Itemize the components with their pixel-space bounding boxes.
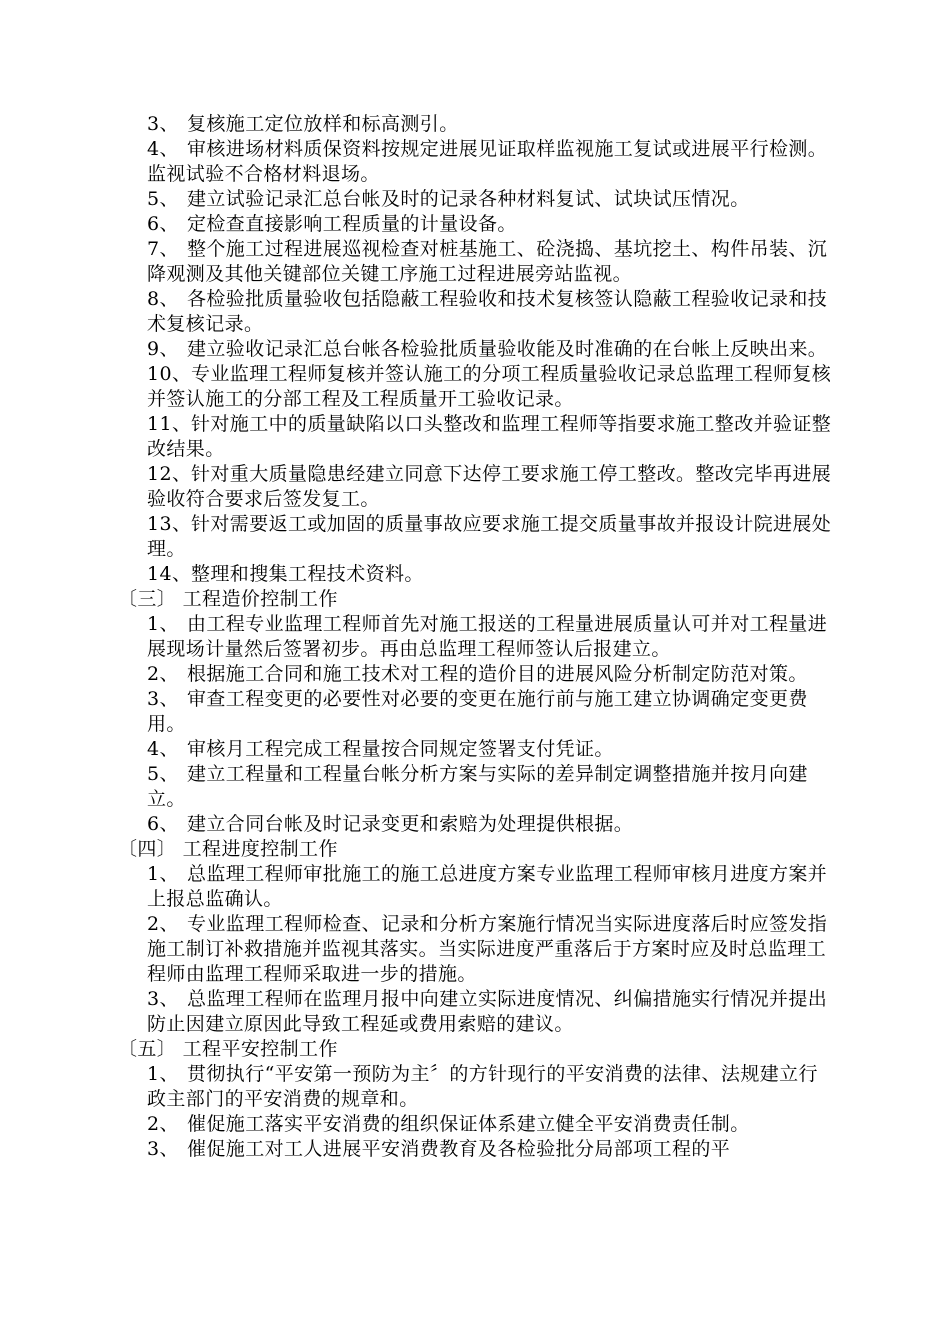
list-item-number: 5、 [147, 763, 179, 785]
list-item [147, 337, 837, 362]
list-item-text: 审核进场材料质保资料按规定进展见证取样监视施工复试或进展平行检测。监视试验不合格材料退场。 [147, 138, 828, 185]
list-item [147, 1112, 837, 1137]
list-item-number: 11、 [147, 413, 192, 435]
list-item [147, 612, 837, 662]
list-item-text: 整个施工过程进展巡视检查对桩基施工、砼浇捣、基坑挖土、构件吊装、沉降观测及其他关键部位关键工序施工过程进展旁站监视。 [147, 238, 828, 285]
list-item-text: 专业监理工程师检查、记录和分析方案施行情况当实际进度落后时应签发指施工制订补救措施并监视其落实。当实际进度严重落后于方案时应及时总监理工程师由监理工程师采取进一步的措施。 [147, 913, 828, 985]
list-item-text: 建立试验记录汇总台帐及时的记录各种材料复试、试块试压情况。 [187, 188, 750, 210]
list-item-number: 2、 [147, 1113, 179, 1135]
list-item-number: 7、 [147, 238, 179, 260]
list-item-text: 总监理工程师审批施工的施工总进度方案专业监理工程师审核月进度方案并上报总监确认。 [147, 863, 828, 910]
list-item-number: 2、 [147, 913, 179, 935]
list-item [147, 137, 837, 187]
list-item-text: 针对重大质量隐患经建立同意下达停工要求施工停工整改。整改完毕再进展验收符合要求后签发复工。 [147, 463, 832, 510]
section-heading: 〔四〕 工程进度控制工作 [118, 838, 338, 860]
list-item [147, 812, 837, 837]
list-item [147, 362, 837, 412]
list-item-number: 8、 [147, 288, 179, 310]
list-item-text: 复核施工定位放样和标高测引。 [187, 113, 459, 135]
list-item-number: 6、 [147, 213, 179, 235]
list-item [147, 287, 837, 337]
list-item-number: 10、 [147, 363, 192, 385]
list-item-number: 3、 [147, 988, 179, 1010]
list-item [147, 562, 837, 587]
list-item-text: 总监理工程师在监理月报中向建立实际进度情况、纠偏措施实行情况并提出防止因建立原因此导致工程延或费用索赔的建议。 [147, 988, 828, 1035]
list-item-number: 14、 [147, 563, 192, 585]
section-heading: 〔五〕 工程平安控制工作 [118, 1038, 338, 1060]
list-item [147, 212, 837, 237]
list-item-text: 建立工程量和工程量台帐分析方案与实际的差异制定调整措施并按月向建立。 [147, 763, 808, 810]
list-item [147, 462, 837, 512]
list-item-number: 9、 [147, 338, 179, 360]
list-item-text: 专业监理工程师复核并签认施工的分项工程质量验收记录总监理工程师复核并签认施工的分部工程及工程质量开工验收记录。 [147, 363, 832, 410]
list-item [147, 187, 837, 212]
list-item-text: 各检验批质量验收包括隐蔽工程验收和技术复核签认隐蔽工程验收记录和技术复核记录。 [147, 288, 828, 335]
list-item-text: 贯彻执行“平安第一预防为主〞的方针现行的平安消费的法律、法规建立行政主部门的平安消费的规章和。 [147, 1063, 818, 1110]
list-item-number: 3、 [147, 1138, 179, 1160]
document-page [0, 112, 950, 1162]
list-item [147, 512, 837, 562]
list-item [147, 662, 837, 687]
list-item-number: 4、 [147, 738, 179, 760]
list-item [147, 237, 837, 287]
list-item-text: 审查工程变更的必要性对必要的变更在施行前与施工建立协调确定变更费用。 [147, 688, 808, 735]
list-item-number: 5、 [147, 188, 179, 210]
list-item-number: 1、 [147, 863, 179, 885]
list-item-number: 1、 [147, 613, 179, 635]
list-item [147, 687, 837, 737]
list-item [147, 912, 837, 987]
list-item [147, 112, 837, 137]
list-item-text: 整理和搜集工程技术资料。 [191, 563, 424, 585]
list-item-number: 4、 [147, 138, 179, 160]
list-item [147, 737, 837, 762]
section-heading: 〔三〕 工程造价控制工作 [118, 588, 338, 610]
list-item-number: 13、 [147, 513, 192, 535]
list-item-text: 针对需要返工或加固的质量事故应要求施工提交质量事故并报设计院进展处理。 [147, 513, 832, 560]
list-item-text: 建立验收记录汇总台帐各检验批质量验收能及时准确的在台帐上反映出来。 [187, 338, 828, 360]
list-item [147, 1062, 837, 1112]
list-item [147, 862, 837, 912]
list-item-text: 由工程专业监理工程师首先对施工报送的工程量进展质量认可并对工程量进展现场计量然后签署初步。再由总监理工程师签认后报建立。 [147, 613, 828, 660]
list-item [147, 412, 837, 462]
list-item [147, 1137, 837, 1162]
list-item-text: 根据施工合同和施工技术对工程的造价目的进展风险分析制定防范对策。 [187, 663, 808, 685]
list-item-text: 建立合同台帐及时记录变更和索赔为处理提供根据。 [187, 813, 634, 835]
list-item-number: 6、 [147, 813, 179, 835]
list-item [147, 987, 837, 1037]
list-item-number: 12、 [147, 463, 192, 485]
list-item-number: 3、 [147, 113, 179, 135]
list-item-text: 催促施工落实平安消费的组织保证体系建立健全平安消费责任制。 [187, 1113, 750, 1135]
list-item-number: 3、 [147, 688, 179, 710]
list-item [147, 762, 837, 812]
list-item-text: 针对施工中的质量缺陷以口头整改和监理工程师等指要求施工整改并验证整改结果。 [147, 413, 832, 460]
list-item-number: 2、 [147, 663, 179, 685]
list-item-number: 1、 [147, 1063, 179, 1085]
list-item-text: 定检查直接影响工程质量的计量设备。 [187, 213, 517, 235]
list-item-text: 催促施工对工人进展平安消费教育及各检验批分局部项工程的平 [187, 1138, 731, 1160]
list-item-text: 审核月工程完成工程量按合同规定签署支付凭证。 [187, 738, 614, 760]
